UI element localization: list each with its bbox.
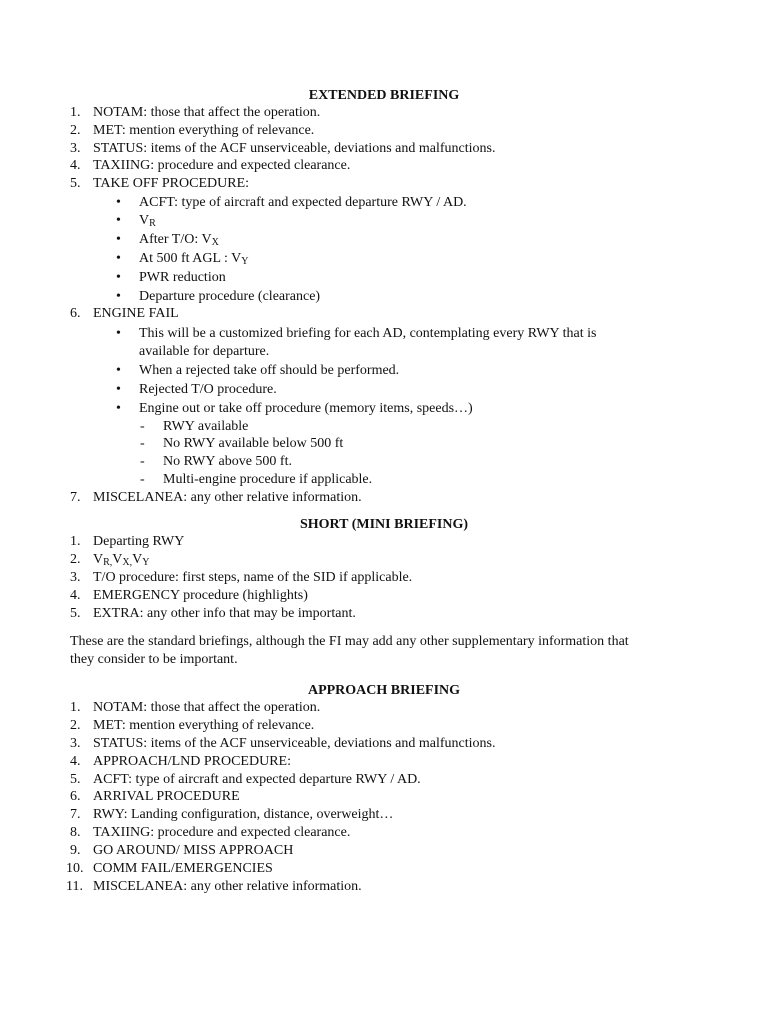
item-number: 10. — [66, 861, 84, 876]
item-text: GO AROUND/ MISS APPROACH — [93, 843, 294, 858]
bullet-icon: • — [116, 382, 121, 397]
item-text: ACFT: type of aircraft and expected departure RWY / AD. — [93, 772, 421, 787]
item-text: ARRIVAL PROCEDURE — [93, 789, 240, 804]
item-number: 8. — [70, 825, 81, 840]
approach-briefing-title: APPROACH BRIEFING — [307, 683, 461, 698]
item-number: 11. — [66, 879, 83, 894]
item-number: 7. — [70, 807, 81, 822]
item-number: 4. — [70, 754, 81, 769]
item-number: 5. — [70, 176, 81, 191]
dash-text: No RWY available below 500 ft — [163, 436, 344, 451]
dash-text: No RWY above 500 ft. — [163, 454, 292, 469]
item-number: 1. — [70, 534, 81, 549]
dash-marker: - — [140, 419, 145, 434]
dash-text: RWY available — [163, 419, 249, 434]
dash-marker: - — [140, 472, 145, 487]
item-number: 6. — [70, 306, 81, 321]
item-text: RWY: Landing configuration, distance, overweight… — [93, 807, 394, 822]
bullet-icon: • — [116, 289, 121, 304]
item-number: 4. — [70, 588, 81, 603]
item-text: NOTAM: those that affect the operation. — [93, 105, 321, 120]
bullet-text: After T/O: $V_X$ — [139, 232, 219, 248]
bullet-text: When a rejected take off should be performed. — [139, 363, 400, 378]
note-text: These are the standard briefings, although the FI may add any other supplementary information that — [70, 634, 629, 649]
bullet-icon: • — [116, 195, 121, 210]
item-number: 1. — [70, 105, 81, 120]
bullet-text: available for departure. — [139, 344, 270, 359]
short-briefing-title: SHORT (MINI BRIEFING) — [299, 517, 469, 532]
bullet-text: ACFT: type of aircraft and expected departure RWY / AD. — [139, 195, 467, 210]
item-text: EXTRA: any other info that may be important. — [93, 606, 356, 621]
item-number: 6. — [70, 789, 81, 804]
item-number: 5. — [70, 772, 81, 787]
bullet-text: At 500 ft AGL : $V_Y$ — [139, 251, 249, 267]
note-text: they consider to be important. — [70, 652, 238, 667]
bullet-text: PWR reduction — [139, 270, 226, 285]
item-text: APPROACH/LND PROCEDURE: — [93, 754, 291, 769]
item-text: Departing RWY — [93, 534, 185, 549]
item-text: TAKE OFF PROCEDURE: — [93, 176, 250, 191]
item-text: STATUS: items of the ACF unserviceable, deviations and malfunctions. — [93, 736, 496, 751]
item-number: 3. — [70, 736, 81, 751]
item-number: 1. — [70, 700, 81, 715]
item-text: $V_{R,}V_{X,}V_Y$ — [93, 552, 150, 568]
item-number: 7. — [70, 490, 81, 505]
bullet-icon: • — [116, 213, 121, 228]
item-number: 2. — [70, 123, 81, 138]
bullet-text: This will be a customized briefing for each AD, contemplating every RWY that is — [139, 326, 597, 341]
bullet-text: Departure procedure (clearance) — [139, 289, 321, 304]
item-text: NOTAM: those that affect the operation. — [93, 700, 321, 715]
bullet-icon: • — [116, 251, 121, 266]
dash-marker: - — [140, 436, 145, 451]
item-number: 4. — [70, 158, 81, 173]
bullet-icon: • — [116, 232, 121, 247]
bullet-icon: • — [116, 270, 121, 285]
item-number: 2. — [70, 718, 81, 733]
item-text: STATUS: items of the ACF unserviceable, deviations and malfunctions. — [93, 141, 496, 156]
dash-text: Multi-engine procedure if applicable. — [163, 472, 373, 487]
item-text: COMM FAIL/EMERGENCIES — [93, 861, 273, 876]
item-text: EMERGENCY procedure (highlights) — [93, 588, 308, 603]
dash-marker: - — [140, 454, 145, 469]
item-text: T/O procedure: first steps, name of the SID if applicable. — [93, 570, 413, 585]
item-text: MET: mention everything of relevance. — [93, 123, 315, 138]
item-text: MISCELANEA: any other relative information. — [93, 879, 362, 894]
bullet-icon: • — [116, 401, 121, 416]
bullet-icon: • — [116, 326, 121, 341]
extended-briefing-title: EXTENDED BRIEFING — [308, 88, 460, 103]
item-text: TAXIING: procedure and expected clearance. — [93, 825, 351, 840]
item-text: ENGINE FAIL — [93, 306, 179, 321]
item-text: MISCELANEA: any other relative information. — [93, 490, 362, 505]
item-text: TAXIING: procedure and expected clearance. — [93, 158, 351, 173]
bullet-text: Rejected T/O procedure. — [139, 382, 277, 397]
bullet-icon: • — [116, 363, 121, 378]
item-text: MET: mention everything of relevance. — [93, 718, 315, 733]
item-number: 3. — [70, 141, 81, 156]
item-number: 9. — [70, 843, 81, 858]
bullet-text: Engine out or take off procedure (memory items, speeds…) — [139, 401, 473, 416]
item-number: 2. — [70, 552, 81, 567]
bullet-text: $V_R$ — [139, 213, 156, 229]
item-number: 5. — [70, 606, 81, 621]
item-number: 3. — [70, 570, 81, 585]
